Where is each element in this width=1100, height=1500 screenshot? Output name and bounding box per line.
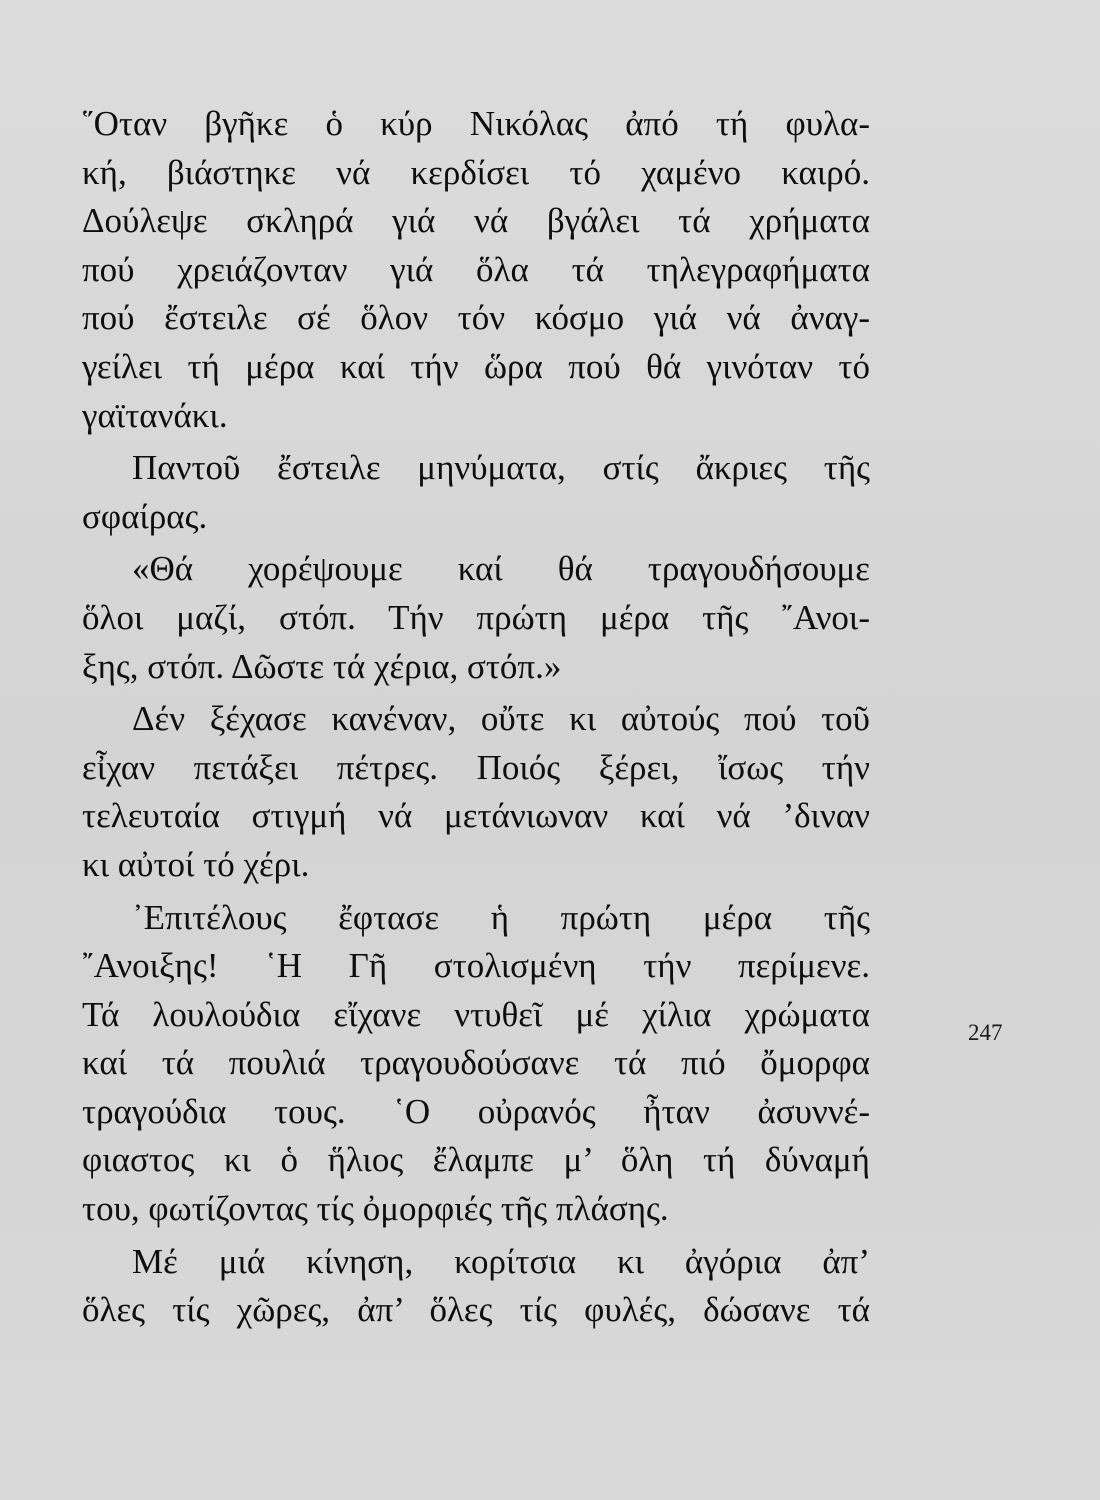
text-line: ὅλοι μαζί, στόπ. Τήν πρώτη μέρα τῆς ῎Ανοι-: [82, 597, 870, 637]
text-line: τελευταία στιγμή νά μετάνιωναν καί νά ’διναν: [82, 796, 870, 836]
text-line: ῎Ανοιξης! ῾Η Γῆ στολισμένη τήν περίμενε.: [82, 946, 870, 986]
text-line: σφαίρας.: [82, 496, 208, 536]
text-line: γαϊτανάκι.: [82, 395, 228, 435]
text-line: ᾿Επιτέλους ἔφτασε ἡ πρώτη μέρα τῆς: [132, 897, 870, 937]
text-line: Τά λουλούδια εἴχανε ντυθεῖ μέ χίλια χρώματα: [82, 994, 870, 1034]
text-line: κή, βιάστηκε νά κερδίσει τό χαμένο καιρό.: [82, 152, 870, 192]
text-line: πού χρειάζονταν γιά ὅλα τά τηλεγραφήματα: [82, 249, 870, 289]
text-line: του, φωτίζοντας τίς ὀμορφιές τῆς πλάσης.: [82, 1189, 669, 1229]
text-line: εἶχαν πετάξει πέτρες. Ποιός ξέρει, ἴσως τήν: [82, 747, 870, 787]
text-line: φιαστος κι ὁ ἥλιος ἔλαμπε μ’ ὅλη τή δύναμή: [82, 1140, 870, 1180]
page-number: 247: [968, 1020, 1003, 1045]
text-line: τραγούδια τους. ῾Ο οὐρανός ἦταν ἀσυννέ-: [82, 1091, 870, 1131]
text-line: ξης, στόπ. Δῶστε τά χέρια, στόπ.»: [82, 646, 562, 686]
text-line: Παντοῦ ἔστειλε μηνύματα, στίς ἄκριες τῆς: [132, 448, 870, 488]
text-line: πού ἔστειλε σέ ὅλον τόν κόσμο γιά νά ἀναγ-: [82, 298, 870, 338]
text-line: ῞Οταν βγῆκε ὁ κύρ Νικόλας ἀπό τή φυλα-: [82, 104, 870, 143]
body-text: [82, 100, 870, 1335]
text-line: Δέν ξέχασε κανέναν, οὔτε κι αὐτούς πού τοῦ: [132, 699, 870, 739]
text-line: γείλει τή μέρα καί τήν ὥρα πού θά γινόταν τό: [82, 346, 870, 386]
text-line: καί τά πουλιά τραγουδούσανε τά πιό ὄμορφα: [82, 1043, 870, 1083]
text-line: κι αὐτοί τό χέρι.: [82, 844, 310, 884]
text-line: «Θά χορέψουμε καί θά τραγουδήσουμε: [132, 549, 870, 589]
text-line: ὅλες τίς χῶρες, ἀπ’ ὅλες τίς φυλές, δώσανε τά: [82, 1290, 870, 1330]
text-line: Δούλεψε σκληρά γιά νά βγάλει τά χρήματα: [82, 201, 870, 241]
text-line: Μέ μιά κίνηση, κορίτσια κι ἀγόρια ἀπ’: [132, 1241, 870, 1281]
